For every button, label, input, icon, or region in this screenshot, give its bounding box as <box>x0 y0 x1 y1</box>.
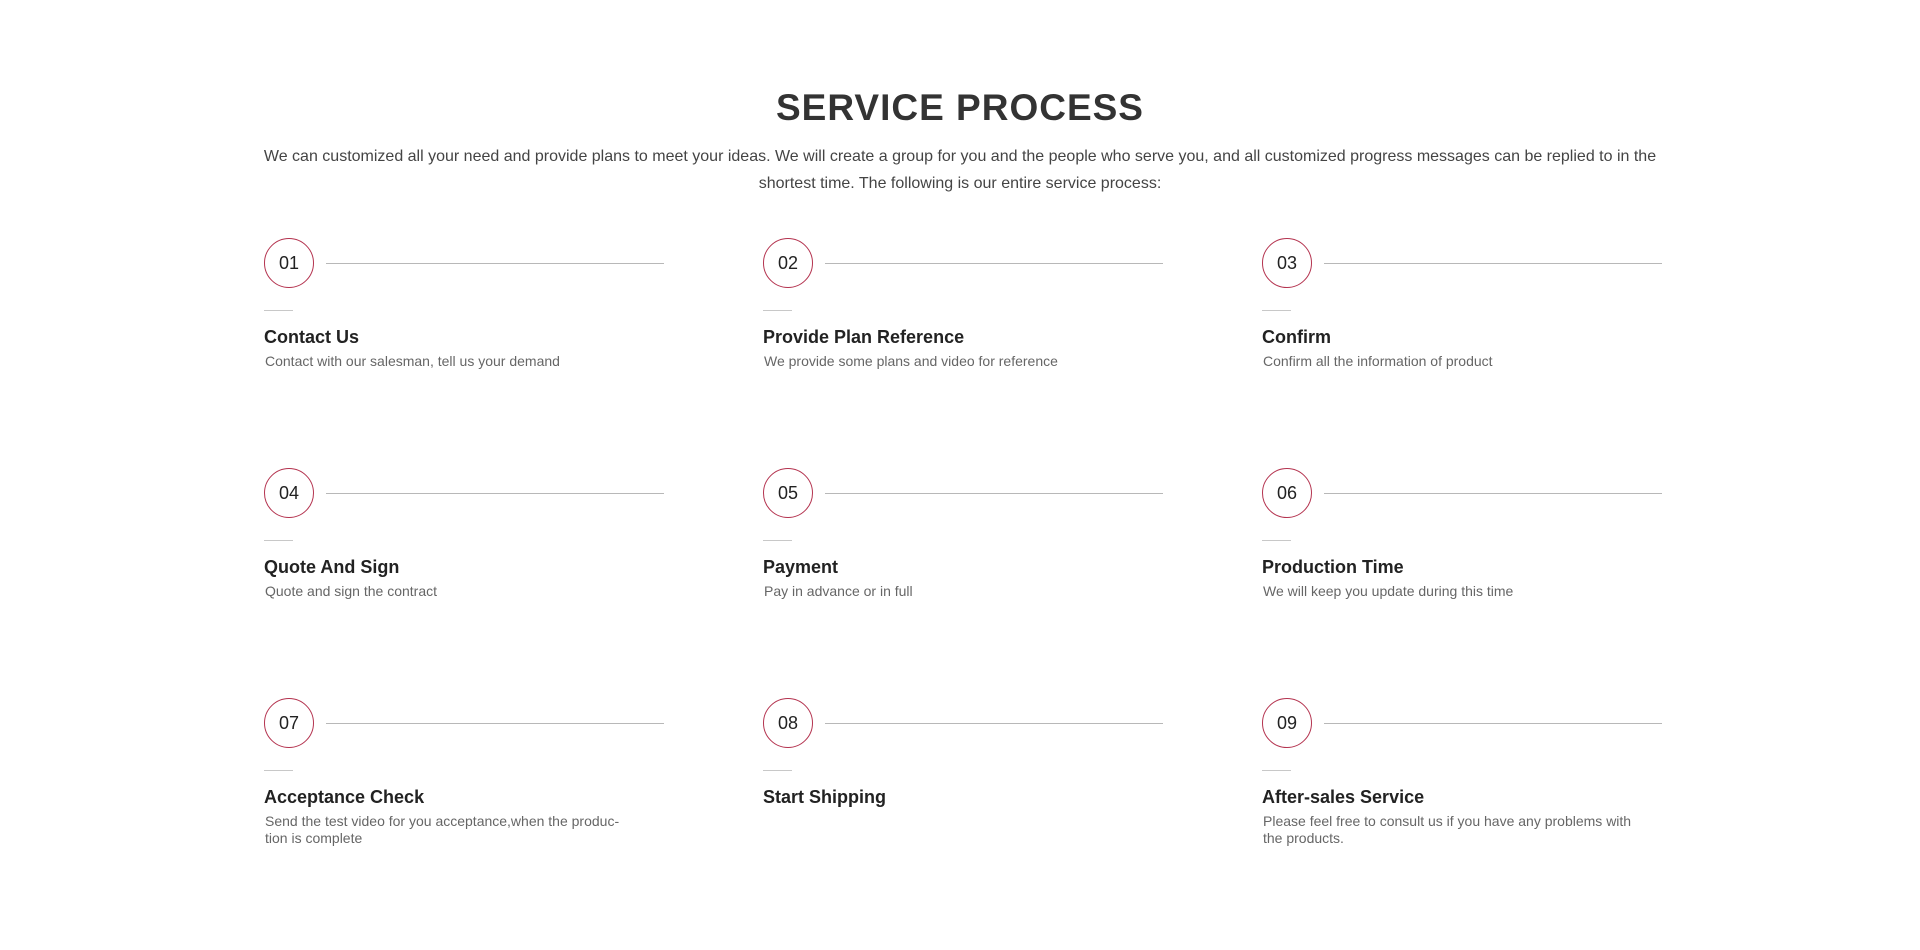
step-description: Please feel free to consult us if you have any problems with the products. <box>1263 813 1632 846</box>
step-connector-line <box>326 723 664 724</box>
step-connector-line <box>1324 263 1662 264</box>
step-description: Confirm all the information of product <box>1263 353 1493 369</box>
step-card <box>763 238 1183 428</box>
step-description: We provide some plans and video for reference <box>764 353 1058 369</box>
step-description: Send the test video for you acceptance,when the produc-tion is complete <box>265 813 620 846</box>
step-connector-line <box>326 263 664 264</box>
step-card <box>264 468 684 658</box>
step-divider <box>1262 540 1291 541</box>
step-divider <box>264 540 293 541</box>
step-divider <box>264 770 293 771</box>
step-connector-line <box>1324 493 1662 494</box>
section-title: SERVICE PROCESS <box>776 87 1144 128</box>
step-card <box>1262 238 1682 428</box>
step-number-badge: 03 <box>1262 238 1312 288</box>
step-connector-line <box>825 263 1163 264</box>
step-title: Contact Us <box>264 327 360 347</box>
step-number-badge: 09 <box>1262 698 1312 748</box>
step-number-badge: 04 <box>264 468 314 518</box>
step-title: Payment <box>763 557 839 577</box>
step-title: Start Shipping <box>763 787 886 807</box>
step-connector-line <box>825 723 1163 724</box>
step-card <box>264 238 684 428</box>
step-card <box>763 468 1183 658</box>
step-number-badge: 06 <box>1262 468 1312 518</box>
step-card <box>264 698 684 888</box>
section-intro: We can customized all your need and provide plans to meet your ideas. We will create a group for you and the people who serve you, and all customized progress messages can be replied to in the shortest time. The following is our entire service process: <box>263 148 1657 192</box>
step-number-badge: 08 <box>763 698 813 748</box>
step-description: Contact with our salesman, tell us your demand <box>265 353 560 369</box>
step-divider <box>1262 310 1291 311</box>
step-description: We will keep you update during this time <box>1263 583 1514 599</box>
step-number-badge: 05 <box>763 468 813 518</box>
step-title: Acceptance Check <box>264 787 425 807</box>
step-connector-line <box>326 493 664 494</box>
step-description: Pay in advance or in full <box>764 583 913 599</box>
step-title: Confirm <box>1262 327 1331 347</box>
step-divider <box>763 310 792 311</box>
step-divider <box>763 770 792 771</box>
step-divider <box>763 540 792 541</box>
step-divider <box>264 310 293 311</box>
step-card <box>763 698 1183 888</box>
step-card <box>1262 698 1682 888</box>
step-connector-line <box>825 493 1163 494</box>
step-description: Quote and sign the contract <box>265 583 437 599</box>
step-number-badge: 01 <box>264 238 314 288</box>
step-number-badge: 02 <box>763 238 813 288</box>
step-connector-line <box>1324 723 1662 724</box>
step-card <box>1262 468 1682 658</box>
step-title: Provide Plan Reference <box>763 327 965 347</box>
step-title: Production Time <box>1262 557 1404 577</box>
step-title: After-sales Service <box>1262 787 1425 807</box>
step-number-badge: 07 <box>264 698 314 748</box>
step-divider <box>1262 770 1291 771</box>
step-title: Quote And Sign <box>264 557 400 577</box>
